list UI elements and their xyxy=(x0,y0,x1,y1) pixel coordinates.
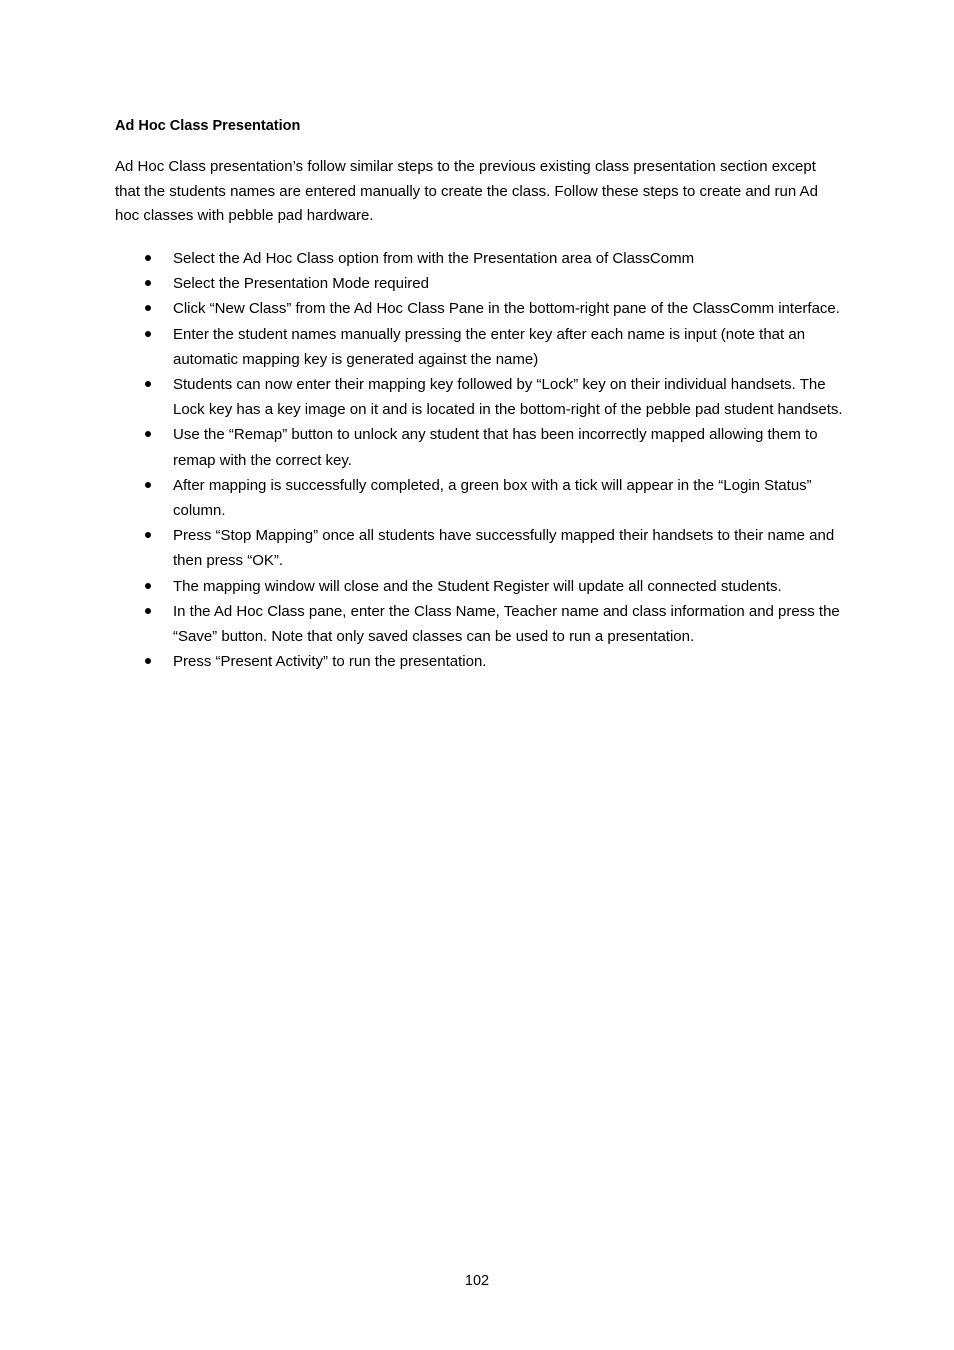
list-item xyxy=(0,599,848,649)
list-item-text: Select the Ad Hoc Class option from with the Presentation area of ClassComm xyxy=(173,250,695,267)
list-item-text: Use the “Remap” button to unlock any student that has been incorrectly mapped allowing them to remap with the correct key. xyxy=(173,426,818,469)
list-item xyxy=(0,271,848,296)
intro-paragraph: Ad Hoc Class presentation’s follow similar steps to the previous existing class presentation section except that the students names are entered manually to create the class. Follow these steps to create and run Ad hoc classes with pebble pad hardware. xyxy=(115,158,818,225)
list-item xyxy=(0,372,848,422)
bullet-icon xyxy=(145,608,151,614)
list-item-text: In the Ad Hoc Class pane, enter the Class Name, Teacher name and class information and press the “Save” button. Note that only saved classes can be used to run a presentation. xyxy=(173,602,840,646)
bullet-icon xyxy=(145,583,151,589)
bullet-icon xyxy=(145,305,151,311)
list-item xyxy=(0,473,848,523)
bullet-icon xyxy=(145,331,151,337)
section-heading: Ad Hoc Class Presentation xyxy=(115,118,301,134)
bullet-icon xyxy=(145,381,151,387)
list-item-text: Press “Present Activity” to run the presentation. xyxy=(173,653,487,671)
bullet-icon xyxy=(145,532,151,538)
list-item xyxy=(0,422,848,472)
steps-list xyxy=(0,246,954,674)
list-item-text: Press “Stop Mapping” once all students have successfully mapped their handsets to their name and then press “OK”. xyxy=(173,527,835,570)
list-item-text: Students can now enter their mapping key followed by “Lock” key on their individual handsets. The Lock key has a key image on it and is located in the bottom-right of the pebble pad student handsets. xyxy=(173,376,843,419)
list-item xyxy=(0,246,848,271)
list-item-text: After mapping is successfully completed, a green box with a tick will appear in the “Login Status” column. xyxy=(173,476,812,520)
list-item xyxy=(0,322,848,372)
list-item-text: Click “New Class” from the Ad Hoc Class Pane in the bottom-right pane of the ClassComm interface. xyxy=(173,300,840,318)
bullet-icon xyxy=(145,482,151,488)
bullet-icon xyxy=(145,280,151,286)
list-item xyxy=(0,296,848,321)
list-item xyxy=(0,574,848,599)
page-number: 102 xyxy=(464,1273,490,1289)
bullet-icon xyxy=(145,255,151,261)
list-item xyxy=(0,649,848,674)
list-item-text: The mapping window will close and the Student Register will update all connected students. xyxy=(173,577,782,595)
bullet-icon xyxy=(145,658,151,664)
list-item xyxy=(0,523,848,573)
list-item-text: Enter the student names manually pressing the enter key after each name is input (note that an automatic mapping key is generated against the name) xyxy=(173,325,806,368)
bullet-icon xyxy=(145,431,151,437)
list-item-text: Select the Presentation Mode required xyxy=(173,275,429,293)
